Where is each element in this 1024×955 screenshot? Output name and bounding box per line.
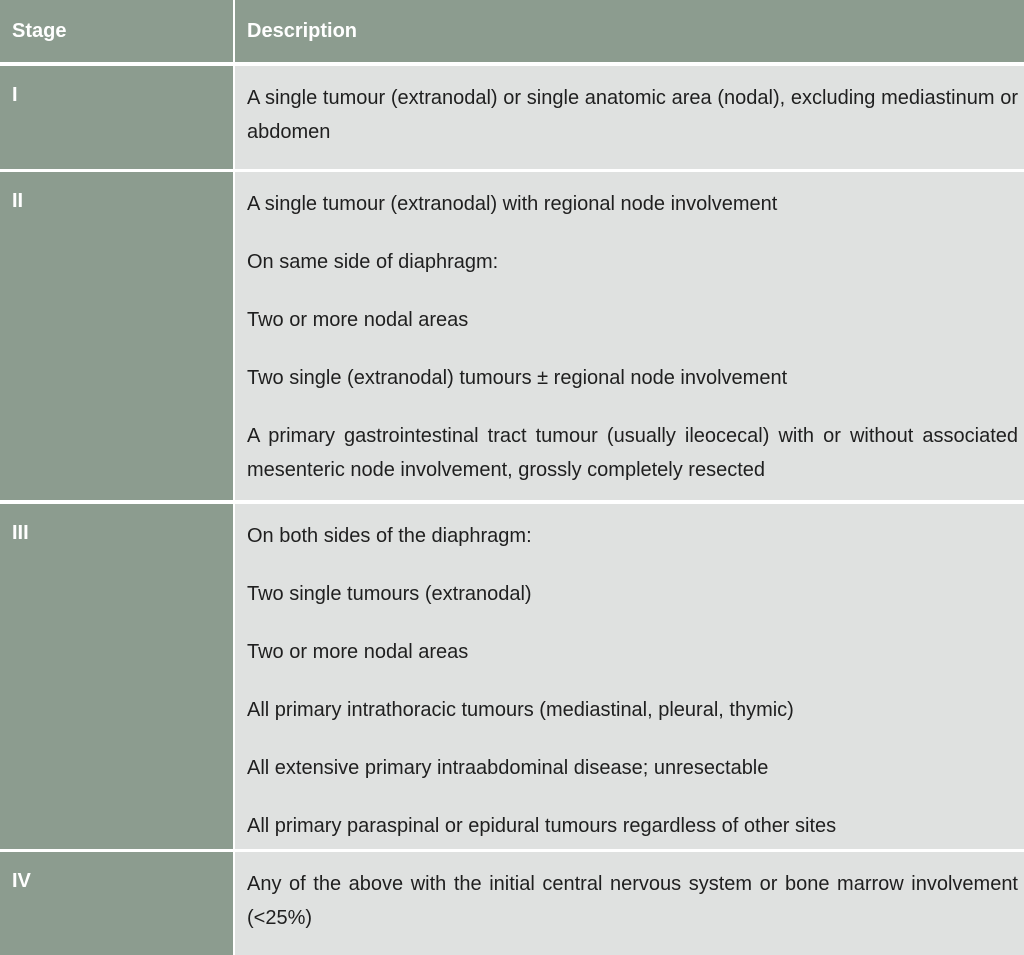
- stage-label: I: [0, 66, 233, 169]
- stage-label: II: [0, 172, 233, 500]
- description-cell: [235, 504, 1024, 849]
- description-text: Any of the above with the initial central nervous system or bone marrow involvement (<25%): [247, 873, 1018, 929]
- table-row: [0, 66, 1024, 169]
- header-description: Description: [235, 0, 1024, 62]
- description-text: All primary intrathoracic tumours (mediastinal, pleural, thymic): [247, 699, 794, 721]
- table-row: [0, 504, 1024, 849]
- table-row: [0, 852, 1024, 955]
- description-text: All extensive primary intraabdominal disease; unresectable: [247, 757, 769, 779]
- description-text: Two single tumours (extranodal): [247, 583, 532, 605]
- description-cell: [235, 172, 1024, 500]
- description-text: On both sides of the diaphragm:: [247, 525, 532, 547]
- description-text: On same side of diaphragm:: [247, 251, 499, 273]
- description-text: A primary gastrointestinal tract tumour (usually ileocecal) with or without associated mesenteric node involvement, grossly completely resected: [247, 425, 1018, 481]
- description-text: A single tumour (extranodal) with regional node involvement: [247, 193, 778, 215]
- table-header-row: [0, 0, 1024, 62]
- description-text: Two or more nodal areas: [247, 641, 469, 663]
- description-text: All primary paraspinal or epidural tumours regardless of other sites: [247, 815, 837, 837]
- header-stage: Stage: [0, 0, 233, 62]
- stage-label: IV: [0, 852, 233, 955]
- description-text: Two or more nodal areas: [247, 309, 469, 331]
- description-text: Two single (extranodal) tumours ± regional node involvement: [247, 367, 788, 389]
- description-cell: [235, 852, 1024, 955]
- description-text: A single tumour (extranodal) or single anatomic area (nodal), excluding mediastinum or abdomen: [247, 87, 1018, 143]
- stage-label: III: [0, 504, 233, 849]
- description-cell: [235, 66, 1024, 169]
- table-row: [0, 172, 1024, 500]
